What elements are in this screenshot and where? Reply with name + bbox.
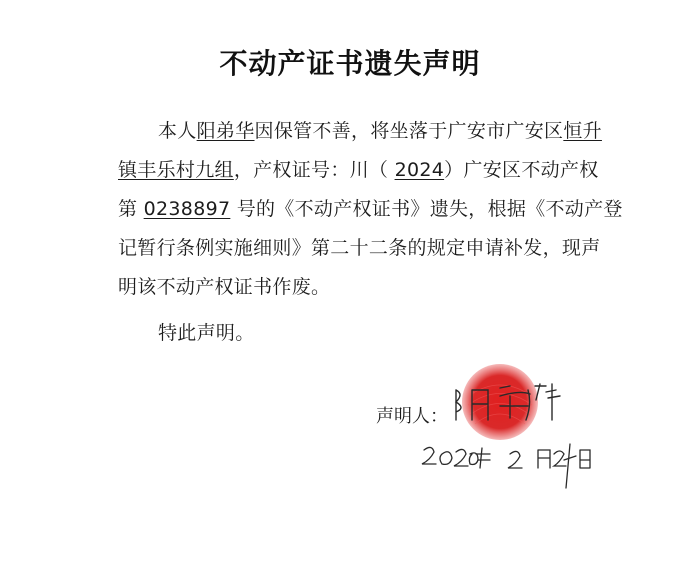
certificate-number: 0238897 [143, 198, 231, 220]
closing-statement: 特此声明。 [158, 322, 255, 344]
paragraph-line-3 [118, 190, 623, 229]
property-location-part1: 恒升 [563, 120, 602, 142]
text-intro: 本人 [158, 120, 197, 142]
paragraph-line-2 [118, 151, 618, 190]
text-number-prefix: 第 [118, 198, 144, 220]
document-title: 不动产证书遗失声明 [219, 47, 481, 80]
fingerprint-seal [360, 360, 620, 500]
text-reason: 因保管不善，将坐落于广安市广安区 [254, 120, 564, 142]
declarant-name: 阳弟华 [196, 120, 255, 142]
property-location-part2: 镇丰乐村九组 [118, 159, 234, 181]
fingerprint-seal-mark [462, 364, 538, 440]
declaration-paragraph [118, 112, 623, 307]
text-cert-prefix: ，产权证号：川（ [233, 159, 395, 181]
text-lost-statement: 号的《不动产权证书》遗失，根据《不动产登 [230, 198, 623, 220]
text-cert-region: ）广安区不动产权 [444, 159, 599, 181]
declarant-label: 声明人： [376, 406, 448, 427]
paragraph-line-4: 记暂行条例实施细则》第二十二条的规定申请补发，现声 [118, 237, 601, 259]
handwritten-date-mark [422, 444, 590, 488]
signature-block [360, 360, 620, 500]
paragraph-line-5: 明该不动产权证书作废。 [118, 276, 331, 298]
certificate-year: 2024 [394, 159, 445, 181]
paragraph-line-1 [118, 112, 618, 151]
